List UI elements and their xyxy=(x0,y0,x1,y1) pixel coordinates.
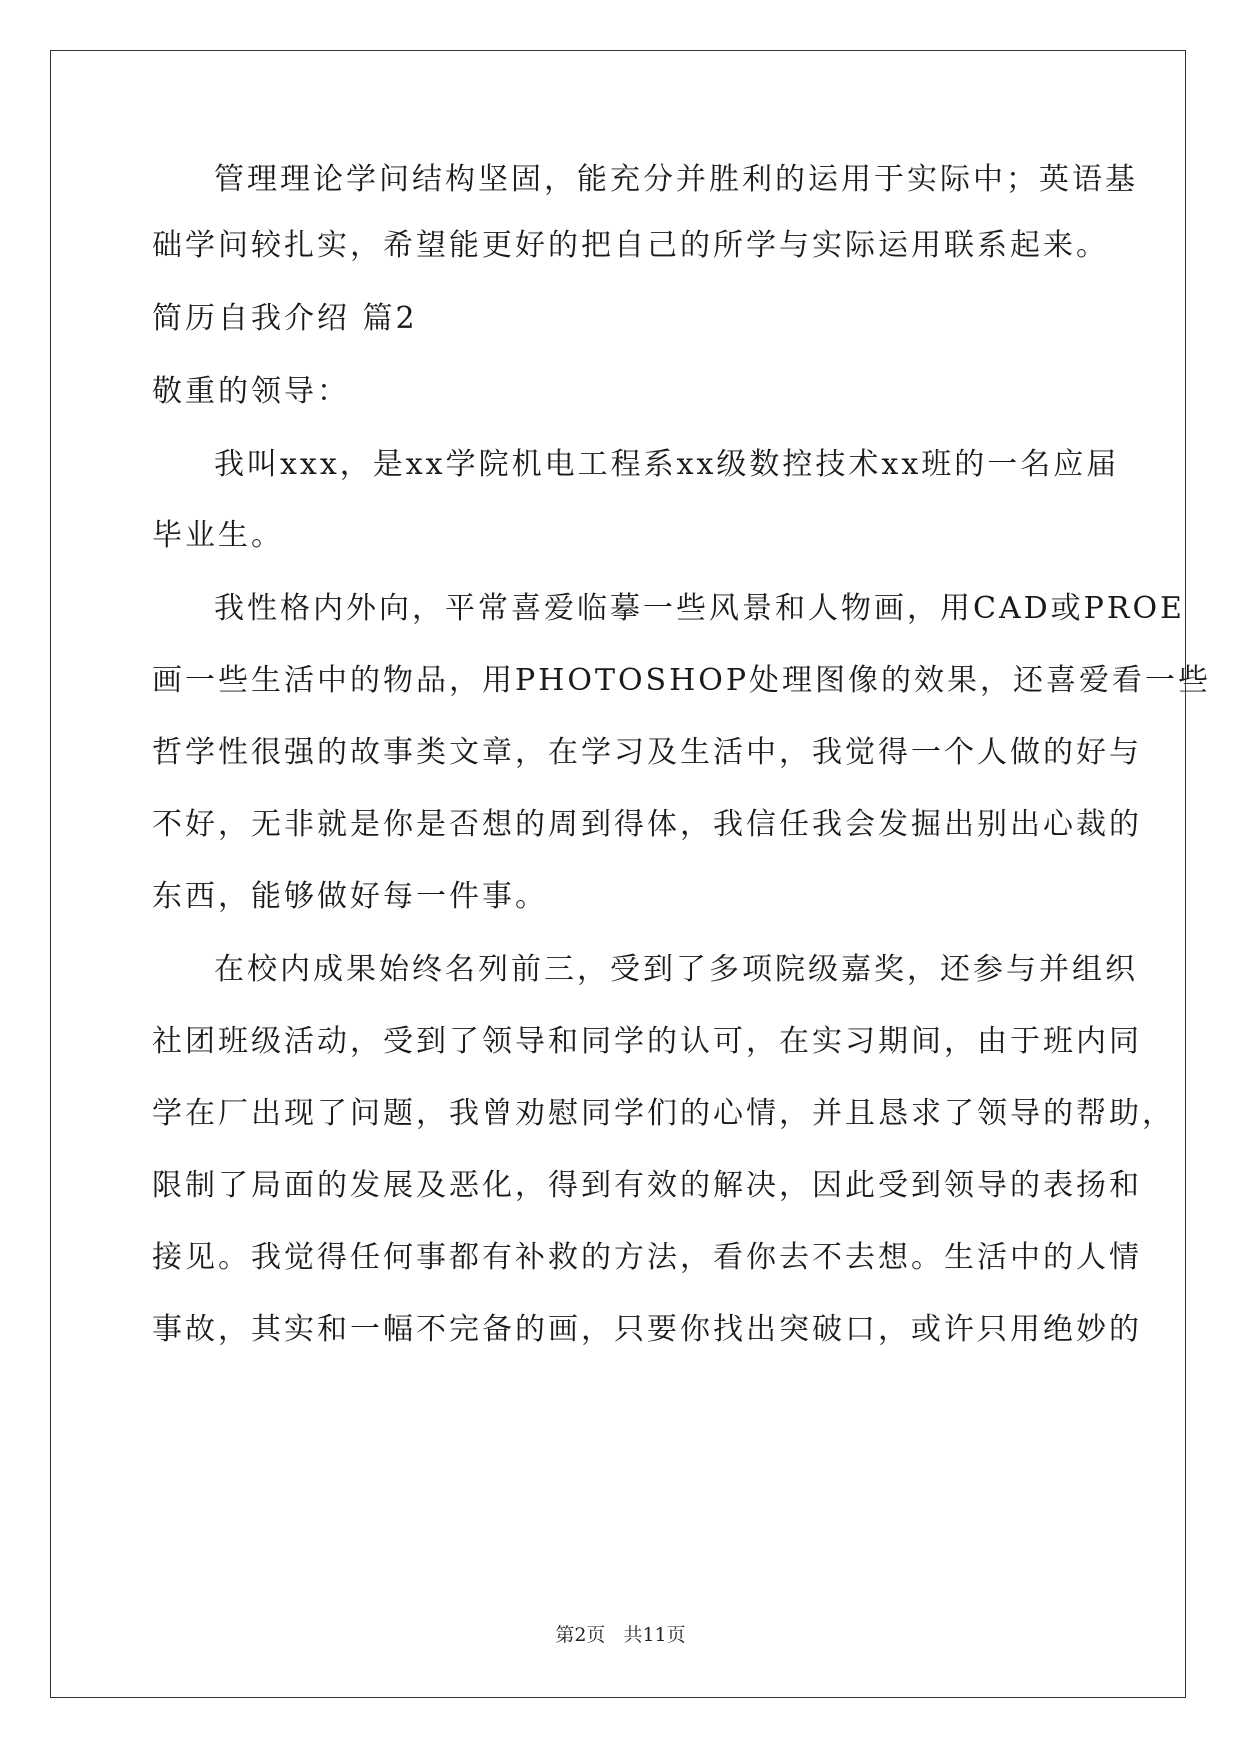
page-border xyxy=(50,50,1186,1698)
page-number: 第2页 xyxy=(555,1624,606,1646)
paragraph-line: 东西，能够做好每一件事。 xyxy=(152,879,548,914)
paragraph-line: 我性格内外向，平常喜爱临摹一些风景和人物画，用CAD或PROE xyxy=(214,591,1185,626)
salutation: 敬重的领导： xyxy=(152,374,350,409)
paragraph-line: 哲学性很强的故事类文章，在学习及生活中，我觉得一个人做的好与 xyxy=(152,735,1142,770)
paragraph-line: 事故，其实和一幅不完备的画，只要你找出突破口，或许只用绝妙的 xyxy=(152,1312,1142,1347)
paragraph-line: 社团班级活动，受到了领导和同学的认可，在实习期间，由于班内同 xyxy=(152,1024,1142,1059)
paragraph-line: 在校内成果始终名列前三，受到了多项院级嘉奖，还参与并组织 xyxy=(214,952,1138,987)
section-heading: 简历自我介绍 篇2 xyxy=(152,301,418,336)
page-total: 共11页 xyxy=(623,1624,686,1646)
paragraph-line: 学在厂出现了问题，我曾劝慰同学们的心情，并且恳求了领导的帮助， xyxy=(152,1096,1175,1131)
page-footer xyxy=(0,1620,1241,1647)
paragraph-line: 限制了局面的发展及恶化，得到有效的解决，因此受到领导的表扬和 xyxy=(152,1168,1142,1203)
paragraph-line: 画一些生活中的物品，用PHOTOSHOP处理图像的效果，还喜爱看一些 xyxy=(152,663,1212,698)
paragraph-line: 接见。我觉得任何事都有补救的方法，看你去不去想。生活中的人情 xyxy=(152,1240,1142,1275)
paragraph-line: 础学问较扎实，希望能更好的把自己的所学与实际运用联系起来。 xyxy=(152,228,1109,263)
paragraph-line: 毕业生。 xyxy=(152,518,284,553)
paragraph-line: 不好，无非就是你是否想的周到得体，我信任我会发掘出别出心裁的 xyxy=(152,807,1142,842)
paragraph-line: 管理理论学问结构坚固，能充分并胜利的运用于实际中；英语基 xyxy=(214,162,1138,197)
paragraph-line: 我叫xxx，是xx学院机电工程系xx级数控技术xx班的一名应届 xyxy=(214,447,1120,482)
